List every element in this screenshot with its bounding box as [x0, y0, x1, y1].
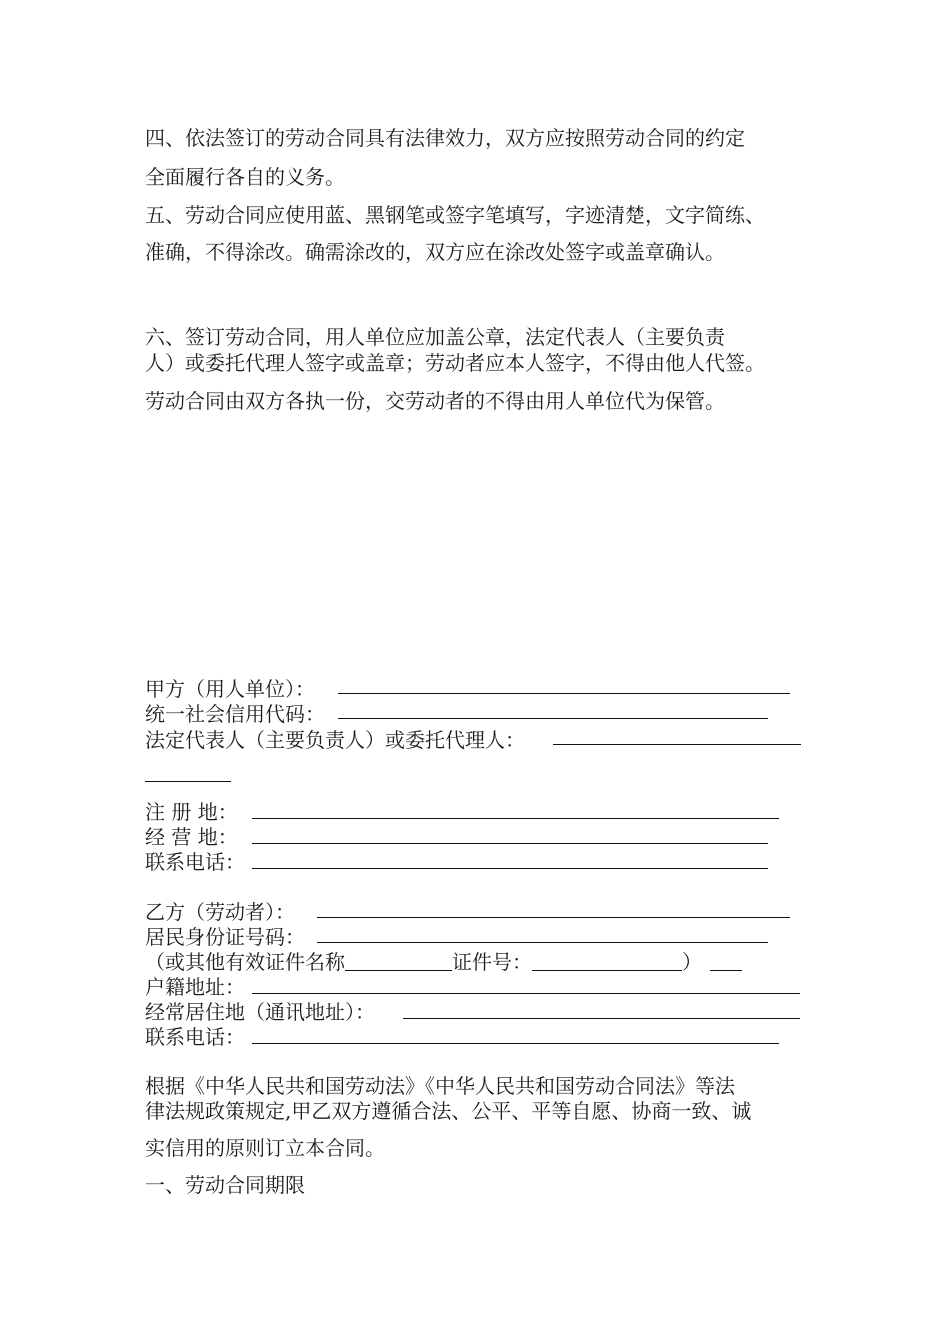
instruction-item5-line1: 五、劳动合同应使用蓝、黑钢笔或签字笔填写，字迹清楚，文字简练、	[145, 203, 765, 227]
party-a-business-address-field[interactable]	[252, 843, 768, 844]
preamble-line2: 律法规政策规定,甲乙双方遵循合法、公平、平等自愿、协商一致、诚	[145, 1099, 752, 1123]
party-b-residence-label: 经常居住地（通讯地址）：	[145, 1000, 375, 1024]
party-b-name-label: 乙方（劳动者）：	[145, 900, 295, 924]
party-b-id-number-label: 居民身份证号码：	[145, 925, 305, 949]
instruction-item4-line1: 四、依法签订的劳动合同具有法律效力，双方应按照劳动合同的约定	[145, 126, 745, 150]
party-a-business-address-label: 经 营 地：	[145, 825, 238, 849]
party-a-phone-field[interactable]	[252, 868, 768, 869]
party-b-other-id-line	[145, 949, 742, 975]
section1-heading: 一、劳动合同期限	[145, 1173, 305, 1197]
party-a-name-label: 甲方（用人单位）：	[145, 677, 315, 701]
instruction-item4-line2: 全面履行各自的义务。	[145, 165, 345, 189]
party-b-other-id-number-field[interactable]	[532, 952, 682, 971]
party-b-name-field[interactable]	[317, 917, 790, 918]
party-a-name-field[interactable]	[338, 693, 790, 694]
party-a-legal-rep-field-cont[interactable]	[145, 781, 231, 782]
party-b-residence-field[interactable]	[403, 1018, 800, 1019]
party-b-phone-label: 联系电话：	[145, 1025, 245, 1049]
instruction-item6-line3: 劳动合同由双方各执一份，交劳动者的不得由用人单位代为保管。	[145, 389, 725, 413]
party-b-hukou-address-label: 户籍地址：	[145, 975, 245, 999]
party-b-hukou-address-field[interactable]	[252, 993, 800, 994]
party-a-phone-label: 联系电话：	[145, 850, 245, 874]
party-a-registered-address-label: 注 册 地：	[145, 800, 238, 824]
party-b-other-id-number-label: 证件号：	[452, 950, 532, 974]
party-a-credit-code-label: 统一社会信用代码：	[145, 702, 325, 726]
preamble-line1: 根据《中华人民共和国劳动法》《中华人民共和国劳动合同法》等法	[145, 1074, 735, 1098]
party-b-id-number-field[interactable]	[317, 942, 768, 943]
party-a-registered-address-field[interactable]	[252, 818, 779, 819]
party-a-credit-code-field[interactable]	[338, 718, 768, 719]
preamble-line3: 实信用的原则订立本合同。	[145, 1136, 385, 1160]
party-a-legal-rep-label: 法定代表人（主要负责人）或委托代理人：	[145, 728, 525, 752]
party-b-other-id-trailing-field[interactable]	[710, 952, 742, 971]
party-a-legal-rep-field[interactable]	[553, 744, 801, 745]
party-b-other-id-prefix: （或其他有效证件名称	[145, 950, 345, 974]
party-b-other-id-name-field[interactable]	[345, 952, 452, 971]
instruction-item6-line2: 人）或委托代理人签字或盖章；劳动者应本人签字，不得由他人代签。	[145, 351, 765, 375]
instruction-item6-line1: 六、签订劳动合同，用人单位应加盖公章，法定代表人（主要负责	[145, 325, 725, 349]
instruction-item5-line2: 准确，不得涂改。确需涂改的，双方应在涂改处签字或盖章确认。	[145, 240, 725, 264]
party-b-phone-field[interactable]	[252, 1043, 779, 1044]
party-b-other-id-close: ）	[682, 950, 702, 974]
